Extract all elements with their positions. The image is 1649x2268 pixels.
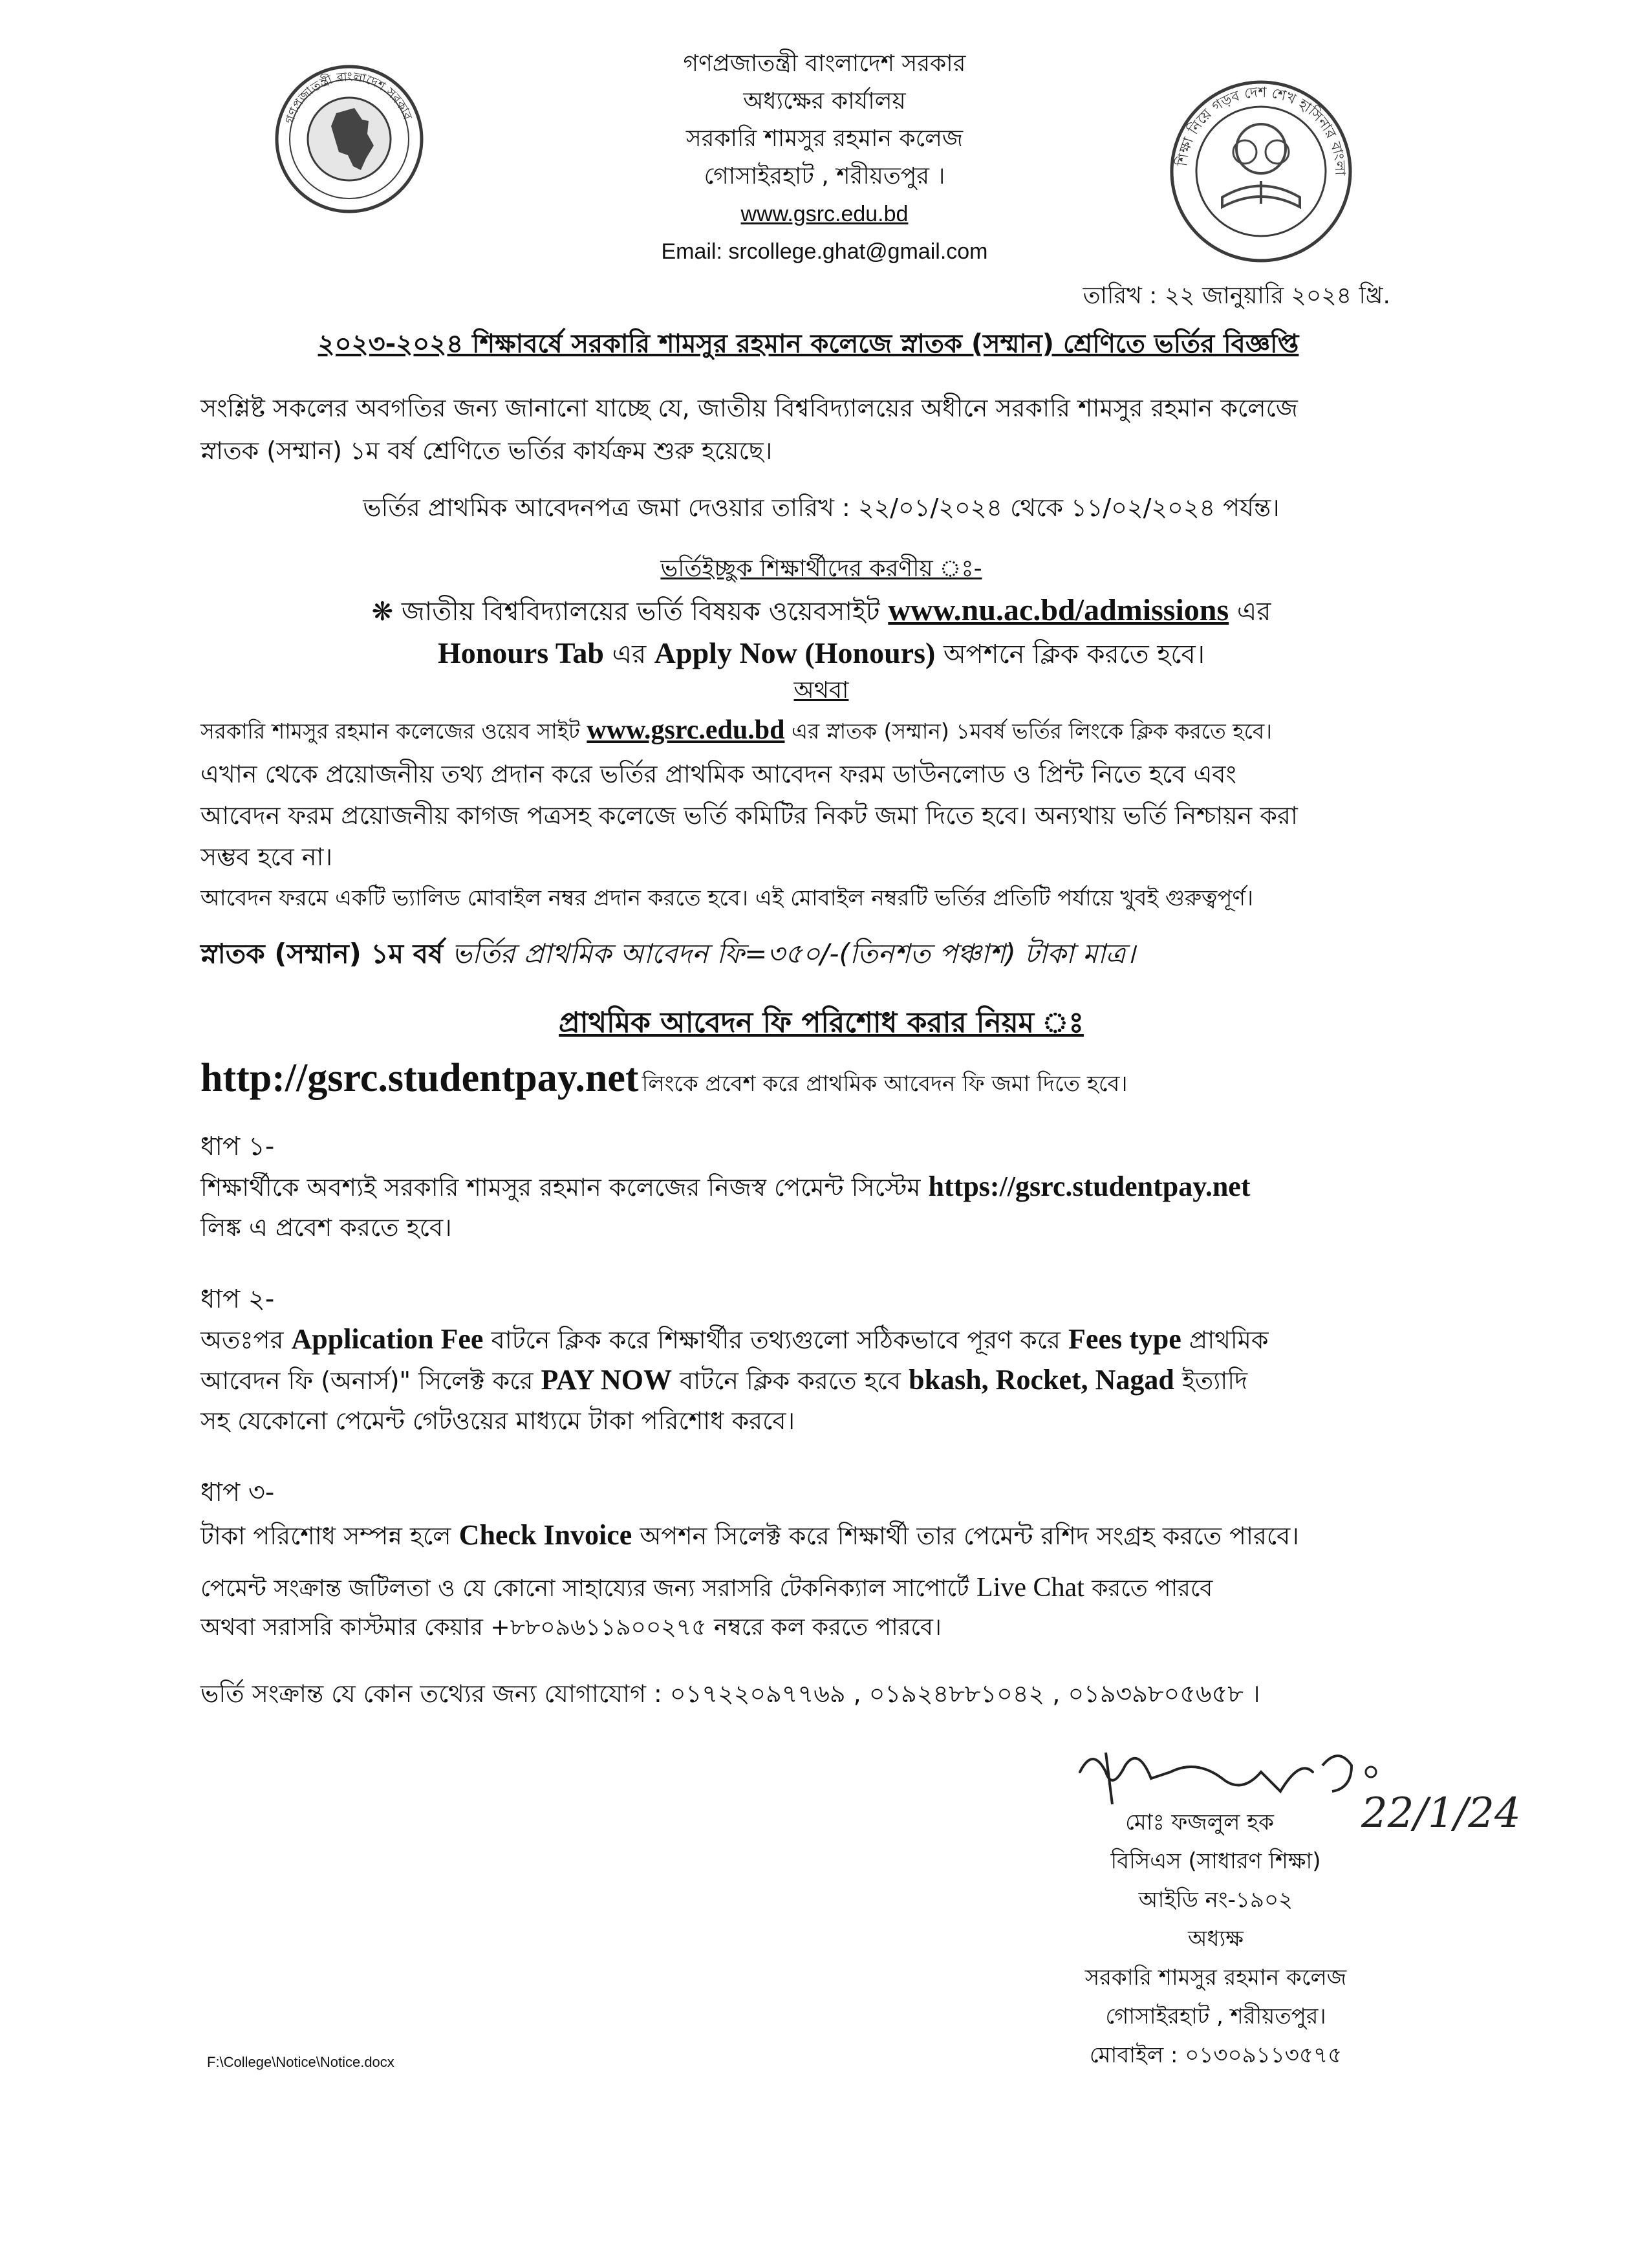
instruction-line-4: আবেদন ফরমে একটি ভ্যালিড মোবাইল নম্বর প্রদান করতে হবে। এই মোবাইল নম্বরটি ভর্তির প্রতিটি পর্যায়ে খুবই গুরুত্বপূর্ণ। [200, 885, 1254, 911]
application-fee-button-label: Application Fee [291, 1323, 484, 1355]
fee-line-pre: স্নাতক (সম্মান) ১ম বর্ষ [200, 938, 444, 969]
instruction-line-1: এখান থেকে প্রয়োজনীয় তথ্য প্রদান করে ভর্তির প্রাথমিক আবেদন ফরম ডাউনলোড ও প্রিন্ট নিতে হবে এবং [200, 760, 1236, 788]
payment-link-post: লিংকে প্রবেশ করে প্রাথমিক আবেদন ফি জমা দিতে হবে। [641, 1071, 1128, 1097]
header-college: সরকারি শামসুর রহমান কলেজ [685, 125, 964, 152]
govt-seal-icon [272, 61, 427, 217]
header-government: গণপ্রজাতন্ত্রী বাংলাদেশ সরকার [683, 50, 966, 77]
customer-care-line: অথবা সরাসরি কাস্টমার কেয়ার +৮৮০৯৬১১৯০০২৭৫ নম্বরে কল করতে পারবে। [200, 1614, 942, 1641]
header-website-link[interactable]: www.gsrc.edu.bd [740, 202, 909, 226]
step-3-a: টাকা পরিশোধ সম্পন্ন হলে [200, 1522, 451, 1550]
application-fee-line [200, 933, 1461, 978]
step-2-a: অতঃপর [200, 1326, 284, 1354]
step-2 [200, 1279, 1461, 1441]
live-chat-label: Live Chat [976, 1573, 1084, 1603]
step-1 [200, 1127, 1461, 1247]
nu-line2-connector: এর [612, 640, 647, 669]
bullet-icon: ❋ [371, 597, 394, 627]
nu-line2-end: অপশনে ক্লিক করতে হবে। [943, 640, 1205, 669]
step-1-link[interactable]: https://gsrc.studentpay.net [928, 1171, 1251, 1202]
principal-cadre: বিসিএস (সাধারণ শিক্ষা) [1110, 1848, 1321, 1874]
support-post: করতে পারবে [1092, 1575, 1213, 1602]
step-2-j: ইত্যাদি [1181, 1366, 1248, 1395]
college-site-instruction [200, 715, 1461, 751]
principal-designation: অধ্যক্ষ [1188, 1926, 1244, 1952]
intro-paragraph [200, 387, 1455, 472]
step-2-e: প্রাথমিক [1189, 1326, 1269, 1354]
instruction-line-3: সম্ভব হবে না। [200, 843, 333, 871]
payment-gateways: bkash, Rocket, Nagad [909, 1364, 1174, 1396]
notice-date: তারিখ : ২২ জানুয়ারি ২০২৪ খ্রি. [1083, 283, 1390, 309]
support-pre: পেমেন্ট সংক্রান্ত জটিলতা ও যে কোনো সাহায্যের জন্য সরাসরি টেকনিক্যাল সাপোর্টে [200, 1575, 969, 1602]
fees-type-label: Fees type [1068, 1323, 1181, 1355]
principal-mobile: মোবাইল : ০১৩০৯১১৩৫৭৫ [1089, 2042, 1342, 2068]
step-1-text: শিক্ষার্থীকে অবশ্যই সরকারি শামসুর রহমান কলেজের নিজস্ব পেমেন্ট সিস্টেম [200, 1173, 921, 1202]
check-invoice-label: Check Invoice [458, 1519, 632, 1551]
nu-admission-link[interactable]: www.nu.ac.bd/admissions [888, 593, 1229, 627]
payment-portal-link[interactable]: http://gsrc.studentpay.net [200, 1056, 639, 1100]
college-site-post-text: এর স্নাতক (সম্মান) ১মবর্ষ ভর্তির লিংকে ক্লিক করতে হবে। [791, 718, 1273, 744]
step-3-c: অপশন সিলেক্ট করে শিক্ষার্থী তার পেমেন্ট রশিদ সংগ্রহ করতে পারবে। [640, 1522, 1299, 1550]
nu-post-text: এর [1236, 597, 1271, 627]
college-motto-seal-logo [1167, 78, 1355, 265]
document-file-path: F:\College\Notice\Notice.docx [207, 2054, 394, 2070]
govt-seal-logo [272, 61, 427, 217]
header-email: Email: srcollege.ghat@gmail.com [661, 239, 988, 264]
pay-now-button-label: PAY NOW [541, 1364, 673, 1396]
principal-id: আইডি নং-১৯০২ [1138, 1887, 1293, 1913]
notice-title: ২০২৩-২০২৪ শিক্ষাবর্ষে সরকারি শামসুর রহমান কলেজে স্নাতক (সম্মান) শ্রেণিতে ভর্তির বিজ্ঞপ্তি [318, 329, 1299, 359]
todo-heading: ভর্তিইচ্ছুক শিক্ষার্থীদের করণীয় ঃ- [660, 556, 982, 582]
step-2-c: বাটনে ক্লিক করে শিক্ষার্থীর তথ্যগুলো সঠিকভাবে পূরণ করে [491, 1326, 1061, 1354]
support-info [200, 1568, 1461, 1647]
svg-text:শিক্ষা নিয়ে গড়ব দেশ শেখ হাসি [1167, 78, 1348, 177]
form-instructions [200, 753, 1461, 919]
principal-college: সরকারি শামসুর রহমান কলেজ [1084, 1965, 1347, 1991]
govt-seal-text: গণপ্রজাতন্ত্রী বাংলাদেশ সরকার [282, 69, 415, 126]
principal-name: মোঃ ফজলুল হক [1125, 1809, 1274, 1835]
instruction-line-2: আবেদন ফরম প্রয়োজনীয় কাগজ পত্রসহ কলেজে ভর্তি কমিটির নিকট জমা দিতে হবে। অন্যথায় ভর্তি নিশ্চায়ন করা [200, 801, 1298, 830]
intro-line-1: সংশ্লিষ্ট সকলের অবগতির জন্য জানানো যাচ্ছে যে, জাতীয় বিশ্ববিদ্যালয়ের অধীনে সরকারি শামসুর রহমান কলেজে [200, 394, 1298, 422]
step-1-line-2: লিঙ্ক এ প্রবেশ করতে হবে। [200, 1213, 452, 1242]
apply-now-text: Apply Now (Honours) [654, 636, 936, 669]
step-2-title: ধাপ ২- [200, 1284, 275, 1314]
contact-numbers: ভর্তি সংক্রান্ত যে কোন তথ্যের জন্য যোগাযোগ : ০১৭২২০৯৭৭৬৯ , ০১৯২৪৮৮১০৪২ , ০১৯৩৯৮০৫৬৫৮ । [200, 1679, 1260, 1708]
step-3 [200, 1471, 1468, 1557]
or-divider-text: অথবা [793, 677, 849, 704]
step-3-title: ধাপ ৩- [200, 1478, 275, 1507]
payment-link-line [200, 1055, 1461, 1104]
college-site-pre-text: সরকারি শামসুর রহমান কলেজের ওয়েব সাইট [200, 718, 580, 744]
fee-amount-text: ভর্তির প্রাথমিক আবেদন ফি=৩৫০/-(তিনশত পঞ্চাশ) টাকা মাত্র। [451, 938, 1136, 969]
step-2-h: বাটনে ক্লিক করতে হবে [680, 1366, 901, 1395]
honours-tab-text: Honours Tab [437, 636, 604, 669]
step-2-f: আবেদন ফি (অনার্স)" সিলেক্ট করে [200, 1366, 534, 1395]
step-1-title: ধাপ ১- [200, 1132, 275, 1161]
header-office: অধ্যক্ষের কার্যালয় [743, 88, 906, 114]
book-tree-seal-icon [1167, 78, 1355, 265]
college-site-link[interactable]: www.gsrc.edu.bd [587, 715, 785, 745]
intro-line-2: স্নাতক (সম্মান) ১ম বর্ষ শ্রেণিতে ভর্তির কার্যক্রম শুরু হয়েছে। [200, 437, 773, 465]
nu-admission-instruction [194, 590, 1449, 675]
application-deadline: ভর্তির প্রাথমিক আবেদনপত্র জমা দেওয়ার তারিখ : ২২/০১/২০২৪ থেকে ১১/০২/২০২৪ পর্যন্ত। [363, 493, 1280, 522]
header-location: গোসাইরহাট , শরীয়তপুর । [704, 163, 945, 189]
nu-pre-text: জাতীয় বিশ্ববিদ্যালয়ের ভর্তি বিষয়ক ওয়েবসাইট [401, 597, 880, 627]
principal-details [1022, 1803, 1410, 2075]
step-2-line-4: সহ যেকোনো পেমেন্ট গেটওয়ের মাধ্যমে টাকা পরিশোধ করবে। [200, 1407, 795, 1435]
payment-heading: প্রাথমিক আবেদন ফি পরিশোধ করার নিয়ম ঃ [559, 1006, 1084, 1039]
handwritten-date: 22/1/24 [1361, 1789, 1521, 1837]
motto-seal-text: শিক্ষা নিয়ে গড়ব দেশ শেখ হাসিনার বাংলা [1174, 84, 1348, 177]
principal-location: গোসাইরহাট , শরীয়তপুর। [1105, 2003, 1326, 2029]
letterhead [517, 45, 1132, 270]
